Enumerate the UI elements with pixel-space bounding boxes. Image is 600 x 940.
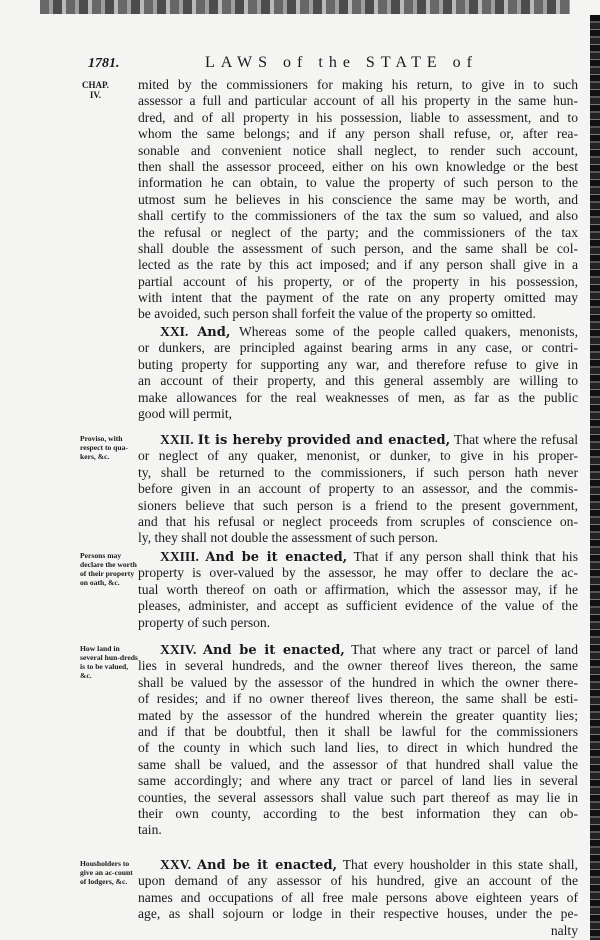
text-line: then shall the assessor proceed, either on his own knowledge or the best bbox=[138, 158, 578, 174]
marginal-note: Persons may declare the worth of their property on oath, &c. bbox=[80, 551, 137, 587]
running-header bbox=[80, 54, 550, 76]
text-line: lected as the rate by this act imposed; and if any person shall give in a bbox=[138, 257, 578, 273]
section-number: XXV. bbox=[160, 857, 192, 872]
text-line: partial account of his property, or of the property in his possession, bbox=[138, 273, 578, 289]
text-line: of the county in which such land lies, to direct in which hundred the bbox=[138, 740, 578, 756]
text-line: pleases, administer, and accept as sufficient evidence of the value of the bbox=[138, 598, 578, 614]
text-line: property is over-valued by the assessor, he may offer to declare the ac- bbox=[138, 565, 578, 581]
section-xxii bbox=[138, 432, 578, 547]
text-line: age, as shall sojourn or lodge in their respective houses, under the pe- bbox=[138, 906, 578, 922]
section-text: That where any tract or parcel of land bbox=[351, 642, 579, 657]
section-text: That if any person shall think that his bbox=[353, 549, 578, 564]
text-line: tain. bbox=[138, 822, 162, 838]
text-line: mited by the commissioners for making his return, to give in to such bbox=[138, 77, 578, 92]
text-line: counties, the several assessors shall value such part thereof as may lie in bbox=[138, 789, 578, 805]
text-line: upon demand of any assessor of his hundred, give an account of the bbox=[138, 873, 578, 889]
marginal-note: Proviso, with respect to qua-kers, &c. bbox=[80, 434, 128, 461]
text-line: of resides; and if no owner thereof lives thereon, the same shall be esti- bbox=[138, 691, 578, 707]
text-line: utmost sum he believes in his conscience the same may be worth, and bbox=[138, 191, 578, 207]
text-line: same shall be valued, and the assessor of that hundred shall value the bbox=[138, 756, 578, 772]
text-line: assessor a full and particular account of all his property in the same hun- bbox=[138, 93, 578, 109]
text-line: information he can obtain, to value the property of such person to the bbox=[138, 175, 578, 191]
torn-page-edge bbox=[40, 0, 570, 14]
section-lead: It is hereby provided and enacted, bbox=[197, 433, 451, 448]
scan-binding-edge bbox=[590, 15, 600, 940]
section-first-line bbox=[138, 432, 578, 448]
text-line: their own county, according to the best information they can ob- bbox=[138, 805, 578, 821]
section-lead: And be it enacted, bbox=[197, 858, 338, 873]
header-title: LAWS of the STATE of bbox=[205, 54, 478, 71]
catchword: nalty bbox=[550, 922, 578, 938]
chapter-label: CHAP. bbox=[82, 80, 109, 90]
text-line: make allowances for the real weaknesses of men, as far as the public bbox=[138, 389, 578, 405]
text-line: an account of their property, and this general assembly are willing to bbox=[138, 373, 578, 389]
section-first-line bbox=[138, 549, 578, 565]
marginal-note: How land in several hun-dreds is to be valued, &c. bbox=[80, 644, 138, 680]
text-line: with intent that the payment of the rate on any property omitted may bbox=[138, 290, 578, 306]
section-xxv bbox=[138, 857, 578, 939]
section-number: XXI. bbox=[160, 324, 189, 339]
text-line: shall be valued by the assessor of the hundred in which the owner there- bbox=[138, 674, 578, 690]
text-line: before given in an account of property to an assessor, and the commis- bbox=[138, 481, 578, 497]
text-line: shall double the assessment of such person, and the same shall be col- bbox=[138, 240, 578, 256]
text-line: or neglect of any quaker, menonist, or dunker, to give in his proper- bbox=[138, 448, 578, 464]
section-number: XXIV. bbox=[160, 642, 197, 657]
section-text: Whereas some of the people called quakers, menonists, bbox=[238, 324, 578, 339]
section-text: That where the refusal bbox=[454, 432, 579, 447]
section-number: XXII. bbox=[160, 432, 194, 447]
section-first-line bbox=[138, 324, 578, 340]
text-line: and if that be doubtful, then it shall be lawful for the commissioners bbox=[138, 723, 578, 739]
text-line: whom the same belongs; and if any person shall refuse, or, after rea- bbox=[138, 126, 578, 142]
section-lead: And, bbox=[197, 325, 231, 340]
section-number: XXIII. bbox=[160, 549, 199, 564]
section-xxiii bbox=[138, 549, 578, 631]
section-first-line bbox=[138, 642, 578, 658]
text-line: be avoided, such person shall forfeit the value of the property so omitted. bbox=[138, 306, 536, 322]
text-line: sioners believe that such person is a friend to the present government, bbox=[138, 497, 578, 513]
section-lead: And be it enacted, bbox=[205, 550, 348, 565]
text-line: shall certify to the commissioners of the tax the sum so valued, and also bbox=[138, 208, 578, 224]
section-first-line bbox=[138, 857, 578, 873]
section-xxiv bbox=[138, 642, 578, 839]
text-line: lies in several hundreds, and the owner thereof lives thereon, the same bbox=[138, 658, 578, 674]
text-line: or dunkers, are principled against bearing arms in any case, or contri- bbox=[138, 340, 578, 356]
text-line: and that his refusal or neglect proceeds from scruples of conscience on- bbox=[138, 513, 578, 529]
header-year: 1781. bbox=[88, 56, 120, 71]
text-line: names and occupations of all free male persons above eighteen years of bbox=[138, 889, 578, 905]
text-line: sonable and convenient notice shall neglect, to render such account, bbox=[138, 142, 578, 158]
continuation-paragraph bbox=[138, 77, 578, 323]
text-line: tual worth thereof on oath or affirmation, which the assessor may, if he bbox=[138, 581, 578, 597]
text-line: buting property for supporting any war, and therefore refuse to give in bbox=[138, 356, 578, 372]
text-line: mated by the assessor of the hundred wherein the greater quantity lies; bbox=[138, 707, 578, 723]
text-line: same accordingly; and where any tract or parcel of land lies in several bbox=[138, 773, 578, 789]
text-line: ty, shall be returned to the commissioners, if such person hath never bbox=[138, 464, 578, 480]
text-line: dred, and of all property in his possession, liable to assessment, and to bbox=[138, 109, 578, 125]
section-lead: And be it enacted, bbox=[202, 643, 345, 658]
chapter-marker bbox=[82, 80, 109, 100]
chapter-number: IV. bbox=[89, 90, 101, 100]
text-line: the refusal or neglect of the party; and the commissioners of the tax bbox=[138, 224, 578, 240]
text-line: ly, they shall not double the assessment of such person. bbox=[138, 530, 439, 546]
section-text: That every housholder in this state shall, bbox=[342, 857, 578, 872]
marginal-note: Housholders to give an ac-count of lodgers, &c. bbox=[80, 859, 133, 886]
text-line: property of such person. bbox=[138, 614, 271, 630]
text-line: good will permit, bbox=[138, 405, 233, 421]
section-xxi bbox=[138, 324, 578, 422]
